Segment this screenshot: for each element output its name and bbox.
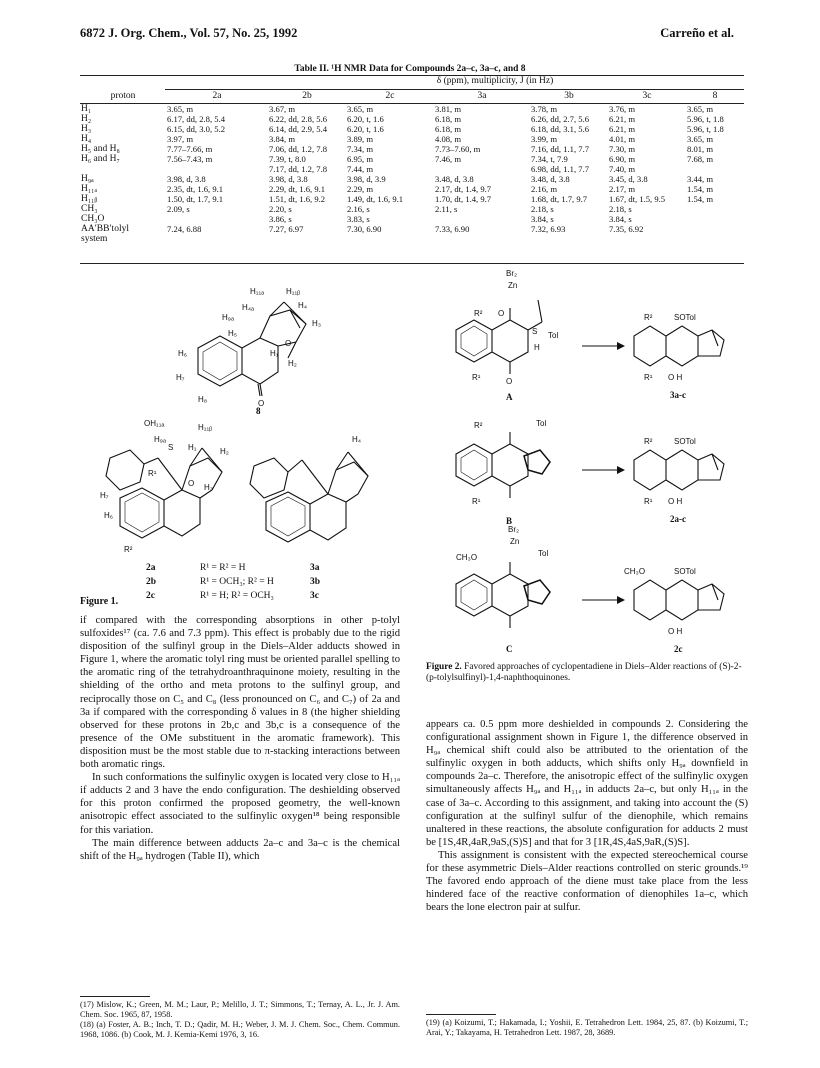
column-header: 2a — [166, 90, 268, 104]
atom-label: H₉ₐ — [154, 435, 166, 444]
legend-right: 3a — [310, 563, 320, 573]
shift-cell: 6.17, dd, 2.8, 5.4 — [167, 114, 226, 124]
shift-cell: 6.18, m — [435, 114, 462, 124]
shift-cell: 3.48, d, 3.8 — [531, 174, 570, 184]
proton-cell: H₁₁ₐ — [81, 184, 98, 194]
shift-cell — [434, 164, 530, 174]
table-row — [80, 194, 744, 204]
table-row — [80, 134, 744, 144]
atom-label: Tol — [536, 419, 547, 428]
atom-label: H₁₁ᵦ — [198, 423, 213, 432]
column-header: 2c — [346, 90, 434, 104]
shift-cell: 3.44, m — [687, 174, 714, 184]
shift-cell: 6.15, dd, 3.0, 5.2 — [167, 124, 226, 134]
shift-cell: 7.40, m — [609, 164, 636, 174]
atom-label: H₂ — [220, 447, 229, 456]
shift-cell: 8.01, m — [687, 144, 714, 154]
figure-1-label: Figure 1. — [80, 596, 119, 607]
shift-cell: 7.77–7.66, m — [167, 144, 213, 154]
atom-label: R¹ — [148, 469, 157, 478]
shift-cell: 1.49, dt, 1.6, 9.1 — [347, 194, 404, 204]
shift-cell: 6.20, t, 1.6 — [347, 124, 384, 134]
legend-right: 3b — [310, 577, 321, 587]
atom-label: R² — [644, 437, 653, 446]
shift-cell — [166, 214, 268, 224]
shift-cell: 3.89, m — [347, 134, 374, 144]
atom-label: Tol — [538, 549, 549, 558]
table-row — [80, 144, 744, 154]
shift-cell: 7.17, dd, 1.2, 7.8 — [269, 164, 328, 174]
shift-cell: 1.51, dt, 1.6, 9.2 — [269, 194, 326, 204]
product-2c — [634, 580, 724, 620]
column-header: proton — [80, 90, 166, 104]
atom-label: SOTol — [674, 313, 696, 322]
shift-cell: 6.95, m — [347, 154, 374, 164]
shift-cell: 7.68, m — [687, 154, 714, 164]
atom-label: O — [285, 339, 292, 348]
figure-1-structures — [80, 280, 400, 615]
legend-left: 2a — [146, 563, 156, 573]
shift-cell: 6.98, dd, 1.1, 7.7 — [531, 164, 590, 174]
legend-left: 2b — [146, 577, 157, 587]
shift-cell: 7.34, m — [347, 144, 374, 154]
atom-label: O H — [668, 373, 683, 382]
shift-cell — [434, 214, 530, 224]
compound-label: 8 — [256, 406, 261, 416]
atom-label: Zn — [508, 281, 518, 290]
shift-cell: 6.22, dd, 2.8, 5.6 — [269, 114, 328, 124]
table-row — [80, 214, 744, 224]
figure-2-caption-label: Figure 2. — [426, 662, 462, 672]
shift-cell — [686, 224, 744, 234]
shift-cell — [434, 234, 530, 244]
shift-cell: 3.84, m — [269, 134, 296, 144]
atom-label: R¹ — [472, 373, 481, 382]
proton-cell: CH₃ — [81, 204, 98, 214]
shift-cell: 1.54, m — [687, 184, 714, 194]
table-body — [80, 104, 744, 245]
proton-cell: H₃ — [81, 124, 92, 134]
shift-cell: 6.18, m — [435, 124, 462, 134]
shift-cell: 3.97, m — [167, 134, 194, 144]
atom-label: H₁₁ₐ — [250, 287, 265, 296]
shift-cell: 2.18, s — [531, 204, 554, 214]
atom-label: R² — [124, 545, 133, 554]
compound-8-atom-labels — [176, 287, 321, 408]
atom-label: H₄ — [298, 301, 308, 310]
column-header: 2b — [268, 90, 346, 104]
shift-cell: 2.20, s — [269, 204, 292, 214]
proton-cell: AA′BB′tolyl — [81, 224, 129, 234]
footnote-rule — [426, 1014, 496, 1015]
atom-label: R¹ — [644, 373, 653, 382]
shift-cell: 3.98, d, 3.8 — [167, 174, 206, 184]
proton-cell: H₆ and H₇ — [81, 154, 120, 164]
legend-def: R¹ = R² = H — [200, 563, 246, 573]
shift-cell: 3.84, s — [531, 214, 554, 224]
atom-label: R² — [644, 313, 653, 322]
proton-cell: H₁ — [81, 104, 92, 114]
shift-cell: 3.76, m — [609, 104, 636, 114]
figure-2-caption — [426, 662, 748, 684]
proton-cell: system — [81, 234, 108, 244]
figure-2-scheme — [412, 260, 748, 660]
atom-label: S — [168, 443, 174, 452]
proton-cell — [80, 164, 166, 174]
atom-label: H₄ₐ — [242, 303, 255, 312]
atom-label: H₄ — [352, 435, 362, 444]
atom-label: R² — [474, 309, 483, 318]
legend-def: R¹ = OCH₃; R² = H — [200, 577, 274, 587]
table-caption: Table II. ¹H NMR Data for Compounds 2a–c, 3a–c, and 8 — [294, 64, 526, 74]
paragraph: appears ca. 0.5 ppm more deshielded in compounds 2. Considering the configurational assignment shown in Figure 1, the difference observed in H₉ₐ chemical shift could also be attributed to the orientation of the sulfinylic oxygen in both adducts, which shifts only H₉ₐ downfield in compounds 2a–c. Therefore, the anisotropic effect of the sulfinylic oxygen simultaneously affects H₉ₐ and H₁₁ₐ in adducts 2a–c, but only H₁₁ₐ in the case of 3a–c. According to this assignment, and taking into account the (S) configuration at the sulfinyl sulfur of the dienophile, which remains unaltered in these reactions, the absolute configuration for adducts 2 must be [1S,4R,4aR,9aS,(S)S] and that for 3 [1R,4S,4aS,9aR,(S)S]. — [426, 719, 748, 848]
proton-cell: H₂ — [81, 114, 92, 124]
atom-label: O — [506, 377, 513, 386]
shift-cell: 2.16, m — [531, 184, 558, 194]
shift-cell: 2.29, dt, 1.6, 9.1 — [269, 184, 326, 194]
shift-cell: 3.65, m — [687, 104, 714, 114]
shift-cell: 2.17, m — [609, 184, 636, 194]
shift-cell: 2.29, m — [347, 184, 374, 194]
shift-cell: 4.01, m — [609, 134, 636, 144]
atom-label: O — [258, 399, 265, 408]
atom-label: SOTol — [674, 567, 696, 576]
shift-cell: 2.17, dt, 1.4, 9.7 — [435, 184, 492, 194]
legend-right: 3c — [310, 591, 319, 601]
shift-cell: 7.06, dd, 1.2, 7.8 — [269, 144, 328, 154]
atom-label: O H — [668, 497, 683, 506]
table-header-row — [80, 90, 744, 104]
footnote: (17) Mislow, K.; Green, M. M.; Laur, P.; Melillo, J. T.; Simmons, T.; Ternay, A. L., Jr. J. Am. Chem. Soc. 1965, 87, 1958. — [80, 1000, 400, 1019]
shift-cell: 6.20, t, 1.6 — [347, 114, 384, 124]
atom-label: H₃ — [204, 483, 214, 492]
figure-2-caption-text: Favored approaches of cyclopentadiene in Diels–Alder reactions of (S)-2-(p-tolylsulfinyl)-1,4-naphthoquinones. — [426, 662, 742, 683]
atom-label: H₇ — [176, 373, 185, 382]
shift-cell: 3.99, m — [531, 134, 558, 144]
shift-cell: 5.96, t, 1.8 — [687, 124, 724, 134]
atom-label: Br₂ — [506, 269, 518, 278]
shift-cell: 2.35, dt, 1.6, 9.1 — [167, 184, 224, 194]
running-header: 6872 J. Org. Chem., Vol. 57, No. 25, 1992 — [80, 26, 298, 40]
adduct-2-structure — [106, 448, 222, 538]
scheme-label: C — [506, 644, 513, 654]
atom-label: H₁ — [270, 349, 279, 358]
atom-label: Zn — [510, 537, 520, 546]
shift-cell: 7.33, 6.90 — [435, 224, 470, 234]
paragraph: In such conformations the sulfinylic oxygen is located very close to H₁₁ₐ if adducts 2 and 3 have the endo configuration. The deshielding observed for this proton confirmed the proposed geometry, the well-known anisotropic effect associated to the sulfinylic oxygen¹⁸ being responsible for this variation. — [80, 772, 400, 836]
shift-cell: 7.27, 6.97 — [269, 224, 304, 234]
shift-cell: 3.45, d, 3.8 — [609, 174, 648, 184]
shift-cell: 1.68, dt, 1.7, 9.7 — [531, 194, 588, 204]
shift-cell: 6.18, dd, 3.1, 5.6 — [531, 124, 590, 134]
shift-cell: 7.73–7.60, m — [435, 144, 481, 154]
shift-cell: 2.09, s — [167, 204, 190, 214]
shift-cell: 6.21, m — [609, 114, 636, 124]
footnote: (19) (a) Koizumi, T.; Hakamada, I.; Yoshii, E. Tetrahedron Lett. 1984, 25, 87. (b) Koizumi, T.; Arai, Y.; Takayama, H. Tetrahedron Lett. 1987, 28, 3689. — [426, 1018, 748, 1037]
atom-label: H₆ — [104, 511, 114, 520]
shift-cell: 7.24, 6.88 — [167, 224, 202, 234]
shift-cell: 7.39, t, 8.0 — [269, 154, 306, 164]
atom-label: R¹ — [472, 497, 481, 506]
shift-cell: 7.35, 6.92 — [609, 224, 644, 234]
proton-cell: CH₃O — [81, 214, 105, 224]
atom-label: CH₃O — [624, 567, 646, 576]
table-row — [80, 184, 744, 194]
table-subheader: δ (ppm), multiplicity, J (in Hz) — [436, 76, 554, 86]
shift-cell — [686, 234, 744, 244]
shift-cell: 3.83, s — [347, 214, 370, 224]
paragraph: if compared with the corresponding absorptions in other p-tolyl sulfoxides¹⁷ (ca. 7.6 and 7.3 ppm). This effect is probably due to the rigid disposition of the sulfinyl group in the Diels–Alder adducts showed in Figure 1, where the aromatic tolyl ring must be oriented parallel spelling to the aromatic ring of the tetrahydroanthraquinone moiety, resulting in the shielding of the ortho and meta protons to the sulfinyl group, and reciprocally those on C₅ and C₈ (less pronounced on C₆ and C₇) of 2a and 3a if compared with the corresponding δ values in 8 (the higher shielding observed for these protons in 2b,c and 3b,c is a consequence of the presence of the OMe substituent in the aromatic framework). This disposition must be the most stable due to π-stacking interactions between both aromatic rings. — [80, 615, 400, 771]
paragraph: The main difference between adducts 2a–c and 3a–c is the chemical shift of the H₉ₐ hydrogen (Table II), which — [80, 837, 400, 862]
atom-label: S — [532, 327, 538, 336]
shift-cell: 6.26, dd, 2.7, 5.6 — [531, 114, 590, 124]
table-row — [80, 224, 744, 234]
legend-left: 2c — [146, 591, 155, 601]
atom-label: H₁₁ᵦ — [286, 287, 301, 296]
shift-cell: 1.67, dt, 1.5, 9.5 — [609, 194, 666, 204]
atom-label: O H — [668, 627, 683, 636]
footnote-rule — [80, 996, 150, 997]
compound-8-structure — [198, 302, 306, 396]
shift-cell: 7.34, t, 7.9 — [531, 154, 568, 164]
product-3a-c — [634, 326, 724, 366]
nmr-table — [80, 90, 744, 244]
scheme-label: 3a-c — [670, 390, 686, 400]
table-row — [80, 104, 744, 115]
shift-cell — [166, 234, 268, 244]
shift-cell: 2.11, s — [435, 204, 458, 214]
shift-cell: 4.08, m — [435, 134, 462, 144]
scheme-label: 2a-c — [670, 514, 686, 524]
shift-cell: 7.32, 6.93 — [531, 224, 566, 234]
shift-cell: 7.44, m — [347, 164, 374, 174]
footnotes-left — [80, 1000, 400, 1040]
aromatic-inner-ring — [203, 342, 237, 380]
table-row — [80, 204, 744, 214]
reactant-B — [456, 432, 550, 498]
atom-label: CH₃O — [456, 553, 478, 562]
shift-cell: 3.48, d, 3.8 — [435, 174, 474, 184]
column-header: 3c — [608, 90, 686, 104]
table-row — [80, 124, 744, 134]
atom-label: H₆ — [178, 349, 188, 358]
shift-cell: 1.70, dt, 1.4, 9.7 — [435, 194, 492, 204]
atom-label: R¹ — [644, 497, 653, 506]
table-row — [80, 164, 744, 174]
shift-cell: 5.96, t, 1.8 — [687, 114, 724, 124]
legend-def: R¹ = H; R² = OCH₃ — [200, 591, 274, 601]
proton-cell: H₉ₐ — [81, 174, 94, 184]
adduct-3-structure — [250, 452, 368, 542]
shift-cell: 7.16, dd, 1.1, 7.7 — [531, 144, 590, 154]
shift-cell: 3.98, d, 3.9 — [347, 174, 386, 184]
shift-cell: 1.50, dt, 1.7, 9.1 — [167, 194, 224, 204]
atom-label: Tol — [548, 331, 559, 340]
shift-cell: 7.30, 6.90 — [347, 224, 382, 234]
shift-cell — [686, 164, 744, 174]
shift-cell: 7.56–7.43, m — [167, 154, 213, 164]
shift-cell: 3.78, m — [531, 104, 558, 114]
shift-cell: 7.46, m — [435, 154, 462, 164]
atom-label: H₇ — [100, 491, 109, 500]
atom-label: O — [498, 309, 505, 318]
body-column-left — [80, 614, 400, 863]
proton-cell: H₁₁ᵦ — [81, 194, 98, 204]
atom-label: R² — [474, 421, 483, 430]
shift-cell: 2.16, s — [347, 204, 370, 214]
column-header: 8 — [686, 90, 744, 104]
body-column-right — [426, 718, 748, 914]
atom-label: SOTol — [674, 437, 696, 446]
column-header: 3b — [530, 90, 608, 104]
scheme-label: A — [506, 392, 513, 402]
shift-cell: 7.30, m — [609, 144, 636, 154]
atom-label: H₁ — [188, 443, 197, 452]
atom-label: H₂ — [288, 359, 297, 368]
shift-cell — [608, 234, 686, 244]
shift-cell: 6.21, m — [609, 124, 636, 134]
proton-cell: H₄ — [81, 134, 92, 144]
figure-2-atom-labels — [456, 269, 696, 636]
scheme-label: 2c — [674, 644, 683, 654]
shift-cell — [686, 214, 744, 224]
shift-cell: 3.81, m — [435, 104, 462, 114]
shift-cell: 3.65, m — [167, 104, 194, 114]
aromatic-ring — [198, 336, 242, 386]
running-header-authors: Carreño et al. — [660, 26, 734, 40]
footnote: (18) (a) Foster, A. B.; Inch, T. D.; Qadir, M. H.; Weber, J. M. J. Chem. Soc., Chem. Commun. 1968, 1086. (b) Cook, M. J. Kemia-Kemi 1976, 3, 16. — [80, 1020, 400, 1039]
scheme-label: B — [506, 516, 513, 526]
shift-cell — [346, 234, 434, 244]
shift-cell — [268, 234, 346, 244]
shift-cell: 3.86, s — [269, 214, 292, 224]
atom-label: H₈ — [198, 395, 208, 404]
shift-cell: 3.65, m — [347, 104, 374, 114]
shift-cell — [686, 204, 744, 214]
shift-cell: 3.65, m — [687, 134, 714, 144]
shift-cell: 3.98, d, 3.8 — [269, 174, 308, 184]
atom-label: H₅ — [228, 329, 237, 338]
reactant-C — [456, 562, 550, 628]
atom-label: H₉ₐ — [222, 313, 234, 322]
product-2a-c — [634, 450, 724, 490]
atom-label: Br₂ — [508, 525, 520, 534]
table-row — [80, 234, 744, 244]
shift-cell: 1.54, m — [687, 194, 714, 204]
shift-cell: 2.18, s — [609, 204, 632, 214]
table-row — [80, 154, 744, 164]
shift-cell — [530, 234, 608, 244]
atom-label: H — [534, 343, 540, 352]
atom-label: O — [188, 479, 195, 488]
atom-label: H₃ — [312, 319, 322, 328]
shift-cell — [166, 164, 268, 174]
footnotes-right — [426, 1018, 748, 1038]
proton-cell: H₅ and H₈ — [81, 144, 120, 154]
paragraph: This assignment is consistent with the expected stereochemical course for these asymmetric Diels–Alder reactions controlled on steric grounds.¹⁹ The favored endo approach of the diene must take place from the less hindered face of the reactive conformation of dienophiles 1a–c, which bears the lone electron pair at sulfur. — [426, 849, 748, 914]
atom-label: OH₁₁ₐ — [144, 419, 165, 428]
table-row — [80, 174, 744, 184]
shift-cell: 3.84, s — [609, 214, 632, 224]
table-row — [80, 114, 744, 124]
column-header: 3a — [434, 90, 530, 104]
compound-legend — [146, 563, 320, 601]
shift-cell: 6.14, dd, 2.9, 5.4 — [269, 124, 328, 134]
shift-cell: 3.67, m — [269, 104, 296, 114]
shift-cell: 6.90, m — [609, 154, 636, 164]
